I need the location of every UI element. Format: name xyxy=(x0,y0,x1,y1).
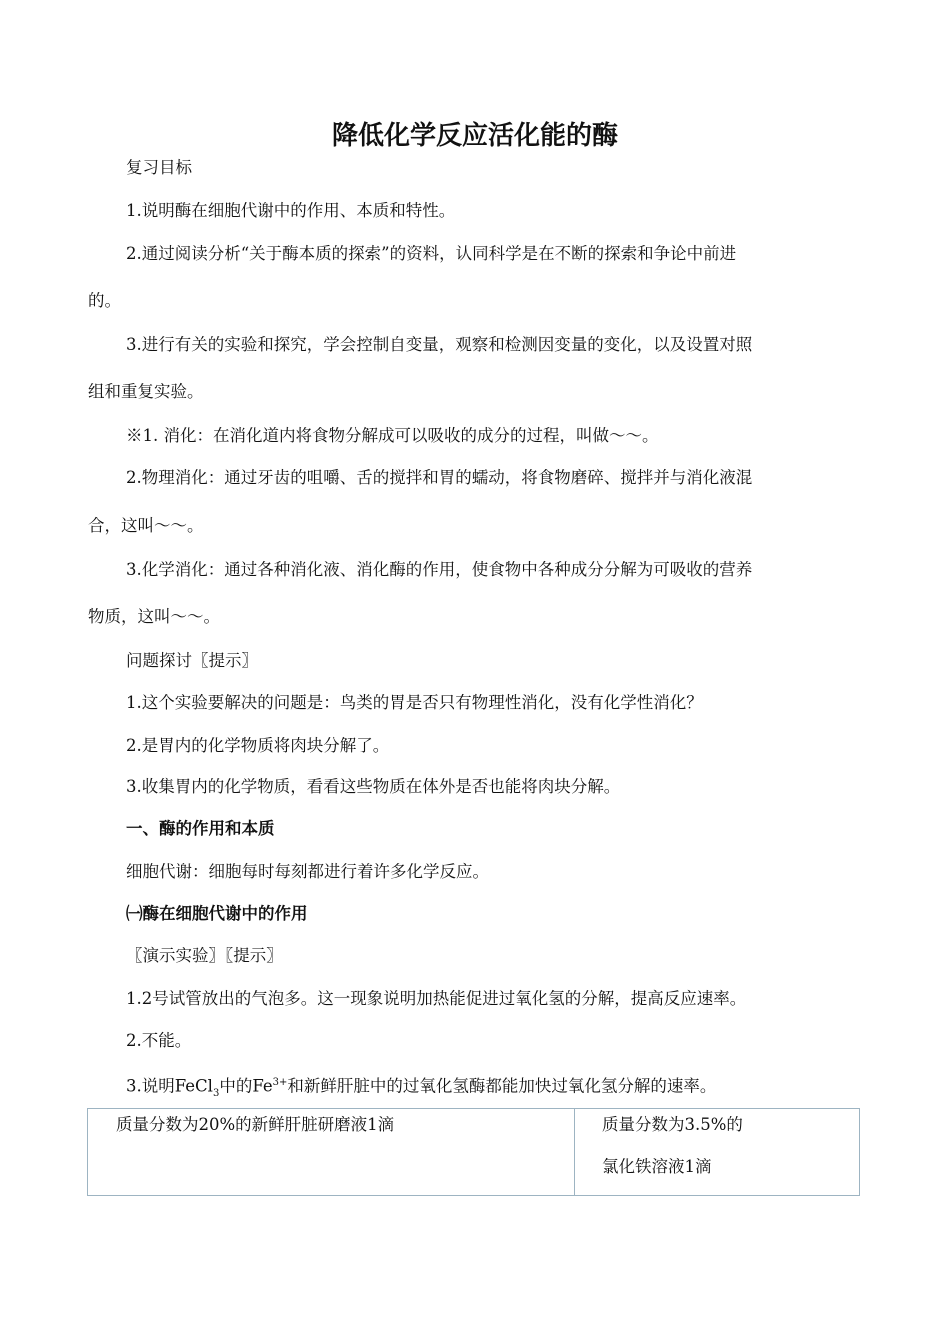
note-chemical-digestion: 3.化学消化：通过各种消化液、消化酶的作用，使食物中各种成分分解为可吸收的营养 xyxy=(126,560,753,579)
question-answer-2: 2.是胃内的化学物质将肉块分解了。 xyxy=(126,736,390,755)
demo-answer-1: 1.2号试管放出的气泡多。这一现象说明加热能促进过氧化氢的分解，提高反应速率。 xyxy=(126,989,747,1008)
section-label-review-goals: 复习目标 xyxy=(126,158,192,177)
subheading-enzyme-in-metabolism: ㈠酶在细胞代谢中的作用 xyxy=(126,904,308,923)
table-cell-fecl3-line2: 氯化铁溶液1滴 xyxy=(602,1157,712,1176)
demo-answer-3-post: 和新鲜肝脏中的过氧化氢酶都能加快过氧化氢分解的速率。 xyxy=(287,1076,717,1096)
table-cell-fecl3-line1: 质量分数为3.5%的 xyxy=(602,1115,743,1134)
note-chemical-digestion-cont: 物质，这叫～～。 xyxy=(88,607,220,626)
goal-3: 3.进行有关的实验和探究，学会控制自变量，观察和检测因变量的变化，以及设置对照 xyxy=(126,335,753,354)
goal-1: 1.说明酶在细胞代谢中的作用、本质和特性。 xyxy=(126,201,456,220)
question-answer-1: 1.这个实验要解决的问题是：鸟类的胃是否只有物理性消化，没有化学性消化？ xyxy=(126,693,703,712)
demo-experiment-label: 〖演示实验〗〖提示〗 xyxy=(126,946,283,965)
demo-answer-3-sub: 3 xyxy=(212,1087,220,1099)
goal-3-cont: 组和重复实验。 xyxy=(88,382,204,401)
cell-metabolism-definition: 细胞代谢：细胞每时每刻都进行着许多化学反应。 xyxy=(126,862,489,881)
table-cell-liver-extract: 质量分数为20%的新鲜肝脏研磨液1滴 xyxy=(116,1115,395,1134)
note-physical-digestion: 2.物理消化：通过牙齿的咀嚼、舌的搅拌和胃的蠕动，将食物磨碎、搅拌并与消化液混 xyxy=(126,468,753,487)
heading-enzyme-role: 一、酶的作用和本质 xyxy=(126,819,275,838)
goal-2: 2.通过阅读分析“关于酶本质的探索”的资料，认同科学是在不断的探索和争论中前进 xyxy=(126,244,737,263)
page-title: 降低化学反应活化能的酶 xyxy=(331,121,618,151)
demo-answer-3-sup: 3+ xyxy=(272,1077,288,1088)
goal-2-cont: 的。 xyxy=(88,291,121,310)
question-answer-3: 3.收集胃内的化学物质，看看这些物质在体外是否也能将肉块分解。 xyxy=(126,777,621,796)
section-label-question: 问题探讨〖提示〗 xyxy=(126,651,258,670)
table-cell-divider xyxy=(574,1109,575,1195)
demo-answer-3-mid: 中的Fe xyxy=(219,1076,273,1096)
demo-answer-3-pre: 3.说明FeCl xyxy=(126,1076,213,1096)
demo-answer-2: 2.不能。 xyxy=(126,1031,192,1050)
note-physical-digestion-cont: 合，这叫～～。 xyxy=(88,516,204,535)
demo-answer-3 xyxy=(126,1071,716,1106)
reagent-table xyxy=(87,1108,860,1196)
note-digestion: ※1. 消化：在消化道内将食物分解成可以吸收的成分的过程，叫做～～。 xyxy=(126,426,659,445)
